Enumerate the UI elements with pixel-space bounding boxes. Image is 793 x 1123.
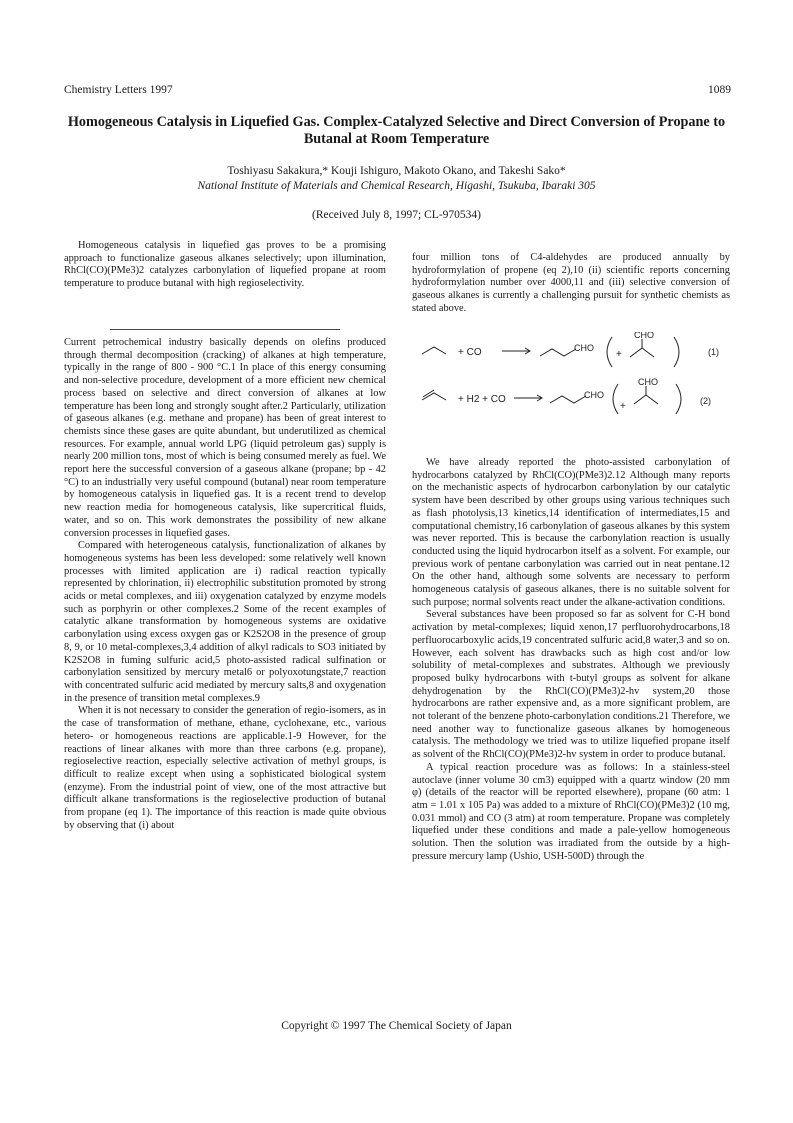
eq2-branch-label: CHO	[638, 377, 658, 387]
article-title: Homogeneous Catalysis in Liquefied Gas. Complex-Catalyzed Selective and Direct Conversion of Propane to Butanal at Room Temperature	[67, 114, 726, 147]
author-list: Toshiyasu Sakakura,* Kouji Ishiguro, Makoto Okano, and Takeshi Sako*	[227, 165, 566, 177]
eq1-product-label: CHO	[574, 343, 594, 353]
running-header-journal: Chemistry Letters 1997	[64, 84, 173, 96]
propane-structure	[422, 347, 446, 354]
left-paren	[607, 337, 612, 367]
paragraph: four million tons of C4-aldehydes are produced annually by hydroformylation of propene (eq 2),10 (ii) scientific reports concerning hydroformylation number over 4000,11 and (iii) selective conversion of gaseous alkanes is currently a challenging pursuit for synthetic chemists as stated above.	[412, 252, 730, 314]
propene-structure	[422, 393, 446, 400]
eq1-branch-label: CHO	[634, 332, 654, 340]
abstract-divider	[110, 329, 340, 330]
paragraph: When it is not necessary to consider the generation of regio-isomers, as in the case of transformation of methane, ethane, cyclohexane, etc., various hetero- or homogeneous reactions are applicable.1-9 However, for the reactions of linear alkanes with more than three carbons (e.g. propane), regioselective reaction, especially selective activation of methyl groups, is difficult to realize except when using a sophisticated biological system (enzyme). From the industrial point of view, one of the most attractive but difficult alkane transformations is the regioselective production of butanal from propane (eq 1). The importance of this reaction is made quite obvious by observing that (i) about	[64, 705, 386, 831]
eq2-product-label: CHO	[584, 390, 604, 400]
butanal-structure	[540, 349, 576, 356]
affiliation: National Institute of Materials and Chemical Research, Higashi, Tsukuba, Ibaraki 305	[197, 180, 596, 192]
left-column-body	[64, 337, 386, 832]
right-paren	[676, 384, 681, 414]
eq1-plus: +	[616, 349, 622, 360]
eq1-reagents: + CO	[458, 347, 482, 358]
eq2-reagents: + H2 + CO	[458, 394, 506, 405]
right-paren	[674, 337, 679, 367]
copyright-footer: Copyright © 1997 The Chemical Society of Japan	[281, 1020, 512, 1032]
right-column-intro	[412, 252, 730, 316]
isobutanal-skeleton	[630, 348, 654, 357]
butanal-structure	[550, 396, 586, 403]
eq2-number: (2)	[700, 396, 711, 406]
paragraph: Current petrochemical industry basically depends on olefins produced through thermal decomposition (cracking) of alkanes at high temperature, typically in the range of 800 - 900 °C.1 In place of this energy consuming and non-selective procedure, development of a more efficient new chemical process based on selective and direct conversion of alkanes at low temperature has been long and strongly sought after.2 Particularly, utilization of gaseous alkanes (e.g. methane and propane) has been of great interest to chemists since these gases are quite abundant, but underutilized as chemical resources. For example, annual world LPG (liquid petroleum gas) supply is nearly 200 million tons, most of which is being consumed merely as fuel. We report here the successful conversion of a gaseous alkane (propane; bp - 42 °C) to an industrially very useful compound (butanal) near room temperature by homogeneous catalysis in liquefied gas. It is a recent trend to develop new reaction media for homogeneous catalysis, like supercritical fluids, water, and so on. This work demonstrates the possibility of new alkane conversion processes in liquefied gases.	[64, 337, 386, 539]
received-date: (Received July 8, 1997; CL-970534)	[312, 209, 481, 221]
paragraph: We have already reported the photo-assisted carbonylation of hydrocarbons catalyzed by RhCl(CO)(PMe3)2.12 Although many reports on the mechanistic aspects of hydrocarbon carbonylation by our catalytic system have been described by other groups using various techniques such as flash photolysis,13 kinetics,14 identification of intermediates,15 and computational chemistry,16 carbonylation of gaseous alkanes by this system was never reported. This is because the carbonylation reaction is usually conducted using the liquid hydrocarbon itself as a solvent. For example, our previous work of pentane carbonylation was carried out in neat pentane.12 On the other hand, although some solvents are necessary to perform homogeneous catalysis of gaseous alkanes, there is no suitable solvent for such purpose; normal solvents react under the alkane-activation conditions.	[412, 457, 730, 608]
left-paren	[613, 384, 618, 414]
eq2-plus: +	[620, 401, 626, 412]
abstract-text: Homogeneous catalysis in liquefied gas proves to be a promising approach to functionalize gaseous alkanes selectively; upon illumination, RhCl(CO)(PMe3)2 catalyzes carbonylation of liquefied propane at room temperature to produce butanal with high regioselectivity.	[64, 240, 386, 290]
running-header-page-number: 1089	[708, 84, 731, 96]
eq1-number: (1)	[708, 347, 719, 357]
paragraph: A typical reaction procedure was as follows: In a stainless-steel autoclave (inner volume 30 cm3) equipped with a quartz window (20 mm φ) (details of the reactor will be reported elsewhere), propane (60 atm: 1 atm = 1.01 x 105 Pa) was added to a mixture of RhCl(CO)(PMe3)2 (10 mg, 0.031 mmol) and CO (3 atm) at room temperature. Propane was completely liquefied under these conditions and made a pale-yellow homogeneous solution. Then the solution was irradiated from the outside by a high-pressure mercury lamp (Ushio, USH-500D) through the	[412, 761, 730, 862]
right-column-body	[412, 457, 730, 864]
paragraph: Several substances have been proposed so far as solvent for C-H bond activation by metal-complexes; liquid xenon,17 perfluorohydrocarbons,18 perfluorocarboxylic acids,19 concentrated sulfuric acid,8 water,3 and so on. However, each solvent has drawbacks such as high cost and/or low solubility of metal-complexes and substrates. Although we previously proposed bulky hydrocarbons with t-butyl groups as solvent for alkane dehydrogenation by the RhCl(CO)(PMe3)2-hv system,20 those hydrocarbons are rather expensive and, as a more significant problem, are not tolerant of the benzene photo-carbonylation conditions.21 Therefore, we need another way to functionalize gaseous alkanes by homogeneous catalysis. The methodology we tried was to utilize liquefied propane itself as solvent of the RhCl(CO)(PMe3)2-hv system in order to produce butanal.	[412, 609, 730, 761]
reaction-scheme	[412, 332, 730, 427]
paragraph: Compared with heterogeneous catalysis, functionalization of alkanes by homogeneous systems has been less developed: some relatively well known processes with limited application are i) radical reaction typically represented by chlorination, ii) electrophilic substitution promoted by strong acids or metal complexes, and iii) oxygenation catalyzed by enzyme models such as porphyrin or other complexes.2 Some of the recent examples of catalytic alkane transformation by homogeneous systems are oxidative carbonylation using excess oxygen gas or K2S2O8 in the presence of group 8, 9, or 10 metal-complexes,3,4 addition of alkyl radicals to SO3 initiated by K2S2O8 in fuming sulfuric acid,5 photo-assisted radical sulfination or carbonylation sensitized by mercury metal6 or polyoxotungstate,7 reaction with concentrated sulfuric acid mediated by mercury salts,8 and oxygenation in the presence of transition metal complexes.9	[64, 540, 386, 704]
abstract	[64, 240, 386, 291]
isobutanal-skeleton	[634, 395, 658, 404]
